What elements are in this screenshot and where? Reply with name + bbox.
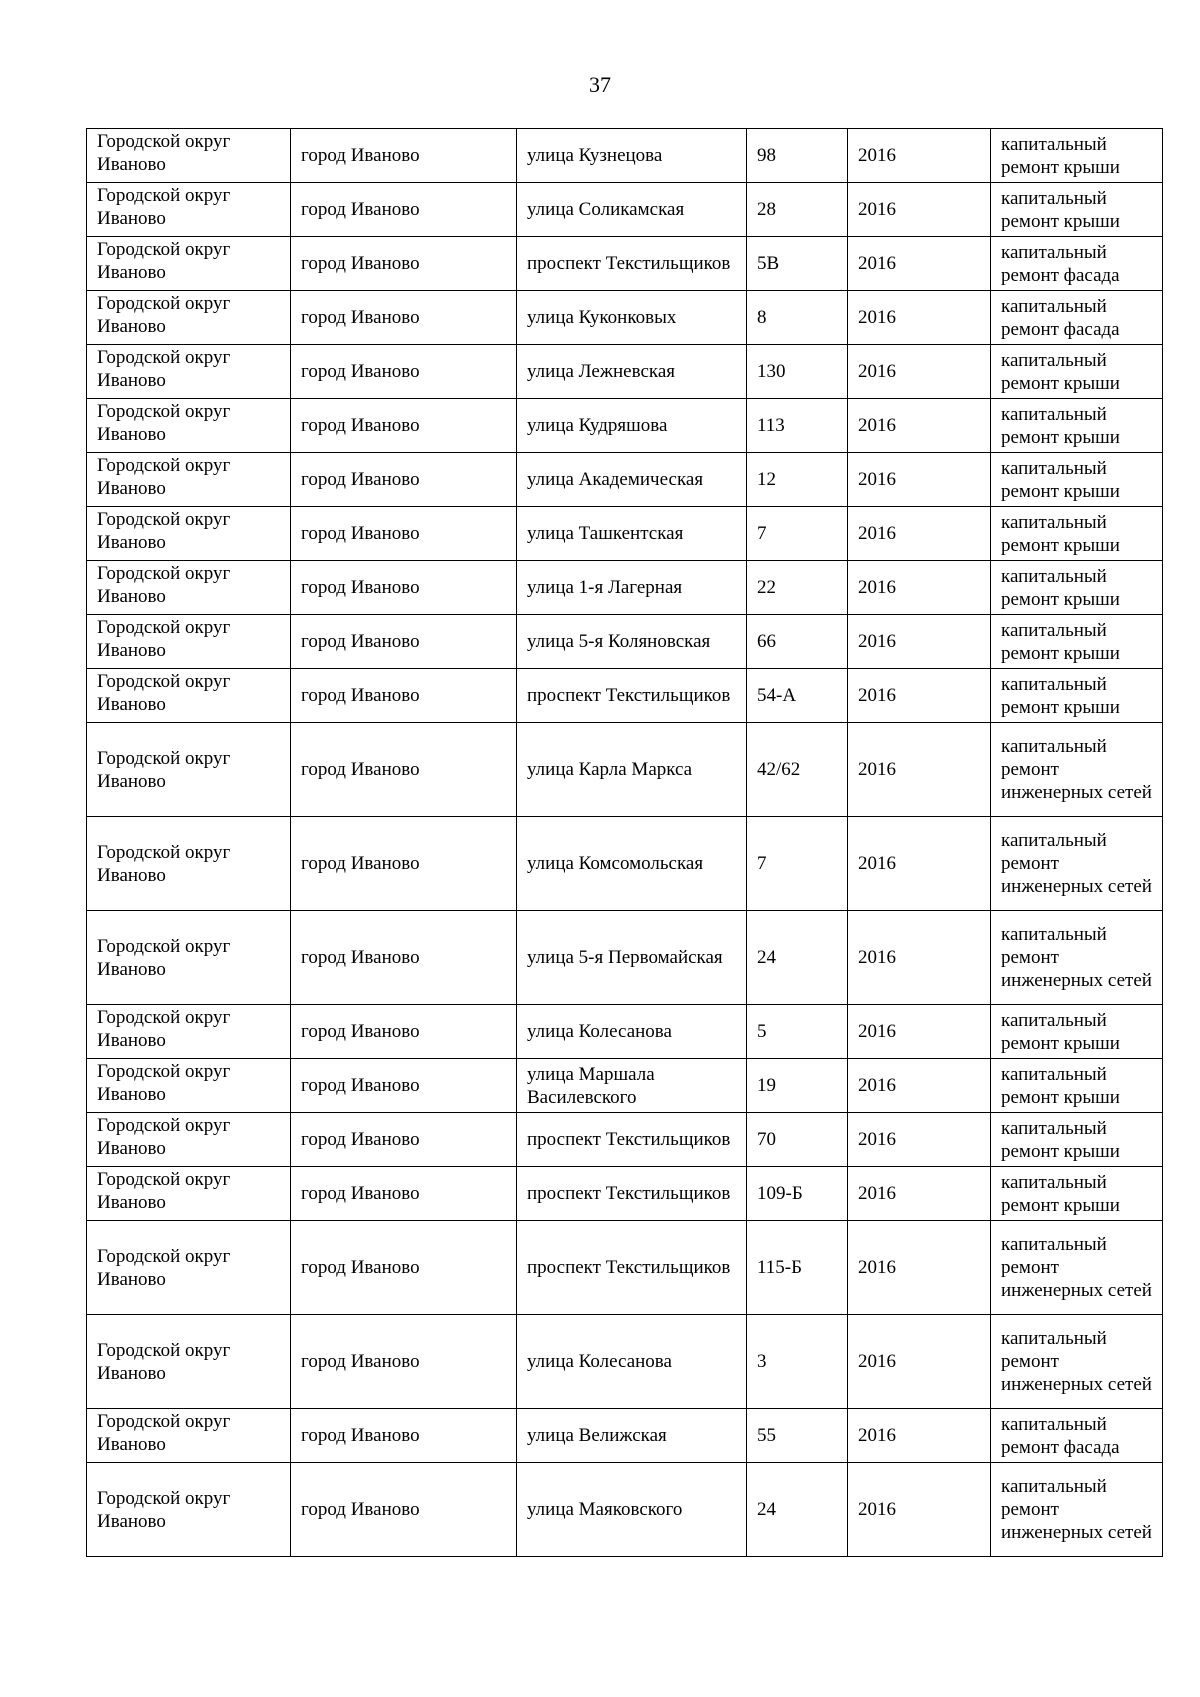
- district-cell: Городской округ Иваново: [87, 615, 291, 669]
- work-type-cell: капитальный ремонт фасада: [991, 1409, 1163, 1463]
- table-row: [87, 237, 1163, 291]
- district-cell: Городской округ Иваново: [87, 1463, 291, 1557]
- work-type-cell: капитальный ремонт крыши: [991, 561, 1163, 615]
- year-cell: 2016: [848, 1113, 991, 1167]
- city-cell: город Иваново: [291, 291, 517, 345]
- street-cell: улица Велижская: [517, 1409, 747, 1463]
- table-row: [87, 1315, 1163, 1409]
- city-cell: город Иваново: [291, 723, 517, 817]
- work-type-cell: капитальный ремонт крыши: [991, 399, 1163, 453]
- street-cell: проспект Текстильщиков: [517, 1113, 747, 1167]
- city-cell: город Иваново: [291, 1315, 517, 1409]
- year-cell: 2016: [848, 345, 991, 399]
- house-number-cell: 5: [747, 1005, 848, 1059]
- district-cell: Городской округ Иваново: [87, 183, 291, 237]
- work-type-cell: капитальный ремонт крыши: [991, 183, 1163, 237]
- street-cell: улица 5-я Коляновская: [517, 615, 747, 669]
- house-number-cell: 55: [747, 1409, 848, 1463]
- work-type-cell: капитальный ремонт крыши: [991, 129, 1163, 183]
- table-body: [87, 129, 1163, 1557]
- year-cell: 2016: [848, 1463, 991, 1557]
- district-cell: Городской округ Иваново: [87, 1005, 291, 1059]
- street-cell: проспект Текстильщиков: [517, 669, 747, 723]
- city-cell: город Иваново: [291, 1059, 517, 1113]
- table-row: [87, 1167, 1163, 1221]
- district-cell: Городской округ Иваново: [87, 237, 291, 291]
- house-number-cell: 42/62: [747, 723, 848, 817]
- city-cell: город Иваново: [291, 817, 517, 911]
- table-row: [87, 453, 1163, 507]
- work-type-cell: капитальный ремонт крыши: [991, 1059, 1163, 1113]
- table-row: [87, 615, 1163, 669]
- street-cell: проспект Текстильщиков: [517, 1167, 747, 1221]
- year-cell: 2016: [848, 1315, 991, 1409]
- table-row: [87, 507, 1163, 561]
- city-cell: город Иваново: [291, 129, 517, 183]
- city-cell: город Иваново: [291, 1113, 517, 1167]
- year-cell: 2016: [848, 911, 991, 1005]
- work-type-cell: капитальный ремонт фасада: [991, 237, 1163, 291]
- house-number-cell: 130: [747, 345, 848, 399]
- street-cell: улица Колесанова: [517, 1005, 747, 1059]
- work-type-cell: капитальный ремонт инженерных сетей: [991, 1315, 1163, 1409]
- work-type-cell: капитальный ремонт инженерных сетей: [991, 911, 1163, 1005]
- city-cell: город Иваново: [291, 1167, 517, 1221]
- house-number-cell: 109-Б: [747, 1167, 848, 1221]
- house-number-cell: 115-Б: [747, 1221, 848, 1315]
- table-row: [87, 561, 1163, 615]
- district-cell: Городской округ Иваново: [87, 669, 291, 723]
- year-cell: 2016: [848, 1167, 991, 1221]
- house-number-cell: 54-А: [747, 669, 848, 723]
- city-cell: город Иваново: [291, 1463, 517, 1557]
- house-number-cell: 5В: [747, 237, 848, 291]
- city-cell: город Иваново: [291, 183, 517, 237]
- district-cell: Городской округ Иваново: [87, 453, 291, 507]
- year-cell: 2016: [848, 1221, 991, 1315]
- table-row: [87, 291, 1163, 345]
- street-cell: улица Маршала Василевского: [517, 1059, 747, 1113]
- city-cell: город Иваново: [291, 615, 517, 669]
- house-number-cell: 70: [747, 1113, 848, 1167]
- work-type-cell: капитальный ремонт инженерных сетей: [991, 723, 1163, 817]
- street-cell: проспект Текстильщиков: [517, 1221, 747, 1315]
- district-cell: Городской округ Иваново: [87, 1315, 291, 1409]
- city-cell: город Иваново: [291, 669, 517, 723]
- district-cell: Городской округ Иваново: [87, 507, 291, 561]
- street-cell: улица Маяковского: [517, 1463, 747, 1557]
- house-number-cell: 3: [747, 1315, 848, 1409]
- year-cell: 2016: [848, 1059, 991, 1113]
- district-cell: Городской округ Иваново: [87, 129, 291, 183]
- table-row: [87, 911, 1163, 1005]
- table-row: [87, 1113, 1163, 1167]
- city-cell: город Иваново: [291, 507, 517, 561]
- work-type-cell: капитальный ремонт крыши: [991, 345, 1163, 399]
- district-cell: Городской округ Иваново: [87, 291, 291, 345]
- district-cell: Городской округ Иваново: [87, 561, 291, 615]
- district-cell: Городской округ Иваново: [87, 399, 291, 453]
- year-cell: 2016: [848, 669, 991, 723]
- table-row: [87, 1463, 1163, 1557]
- street-cell: улица 1-я Лагерная: [517, 561, 747, 615]
- street-cell: улица Лежневская: [517, 345, 747, 399]
- district-cell: Городской округ Иваново: [87, 1167, 291, 1221]
- work-type-cell: капитальный ремонт фасада: [991, 291, 1163, 345]
- work-type-cell: капитальный ремонт крыши: [991, 669, 1163, 723]
- work-type-cell: капитальный ремонт инженерных сетей: [991, 817, 1163, 911]
- house-number-cell: 113: [747, 399, 848, 453]
- city-cell: город Иваново: [291, 1409, 517, 1463]
- city-cell: город Иваново: [291, 561, 517, 615]
- year-cell: 2016: [848, 399, 991, 453]
- district-cell: Городской округ Иваново: [87, 911, 291, 1005]
- street-cell: улица Соликамская: [517, 183, 747, 237]
- house-number-cell: 7: [747, 507, 848, 561]
- city-cell: город Иваново: [291, 1221, 517, 1315]
- table-row: [87, 399, 1163, 453]
- district-cell: Городской округ Иваново: [87, 1409, 291, 1463]
- street-cell: улица Колесанова: [517, 1315, 747, 1409]
- year-cell: 2016: [848, 1409, 991, 1463]
- table-row: [87, 129, 1163, 183]
- year-cell: 2016: [848, 237, 991, 291]
- district-cell: Городской округ Иваново: [87, 1221, 291, 1315]
- street-cell: улица Куконковых: [517, 291, 747, 345]
- table-row: [87, 1059, 1163, 1113]
- city-cell: город Иваново: [291, 911, 517, 1005]
- year-cell: 2016: [848, 615, 991, 669]
- work-type-cell: капитальный ремонт инженерных сетей: [991, 1463, 1163, 1557]
- table-row: [87, 183, 1163, 237]
- street-cell: улица Кузнецова: [517, 129, 747, 183]
- year-cell: 2016: [848, 507, 991, 561]
- house-number-cell: 8: [747, 291, 848, 345]
- street-cell: улица Комсомольская: [517, 817, 747, 911]
- street-cell: улица Ташкентская: [517, 507, 747, 561]
- work-type-cell: капитальный ремонт крыши: [991, 615, 1163, 669]
- district-cell: Городской округ Иваново: [87, 1059, 291, 1113]
- house-number-cell: 28: [747, 183, 848, 237]
- table-row: [87, 1409, 1163, 1463]
- year-cell: 2016: [848, 561, 991, 615]
- table-row: [87, 669, 1163, 723]
- district-cell: Городской округ Иваново: [87, 723, 291, 817]
- repair-registry-table: [86, 128, 1163, 1557]
- district-cell: Городской округ Иваново: [87, 817, 291, 911]
- city-cell: город Иваново: [291, 399, 517, 453]
- year-cell: 2016: [848, 291, 991, 345]
- work-type-cell: капитальный ремонт крыши: [991, 507, 1163, 561]
- page-number: 37: [589, 72, 611, 97]
- work-type-cell: капитальный ремонт крыши: [991, 453, 1163, 507]
- year-cell: 2016: [848, 1005, 991, 1059]
- year-cell: 2016: [848, 453, 991, 507]
- work-type-cell: капитальный ремонт инженерных сетей: [991, 1221, 1163, 1315]
- table-row: [87, 723, 1163, 817]
- year-cell: 2016: [848, 817, 991, 911]
- year-cell: 2016: [848, 183, 991, 237]
- table-row: [87, 345, 1163, 399]
- house-number-cell: 98: [747, 129, 848, 183]
- street-cell: улица Академическая: [517, 453, 747, 507]
- table-row: [87, 817, 1163, 911]
- house-number-cell: 24: [747, 911, 848, 1005]
- street-cell: улица Карла Маркса: [517, 723, 747, 817]
- district-cell: Городской округ Иваново: [87, 1113, 291, 1167]
- district-cell: Городской округ Иваново: [87, 345, 291, 399]
- table-row: [87, 1221, 1163, 1315]
- street-cell: улица Кудряшова: [517, 399, 747, 453]
- work-type-cell: капитальный ремонт крыши: [991, 1167, 1163, 1221]
- city-cell: город Иваново: [291, 453, 517, 507]
- street-cell: проспект Текстильщиков: [517, 237, 747, 291]
- table-row: [87, 1005, 1163, 1059]
- street-cell: улица 5-я Первомайская: [517, 911, 747, 1005]
- city-cell: город Иваново: [291, 237, 517, 291]
- city-cell: город Иваново: [291, 345, 517, 399]
- city-cell: город Иваново: [291, 1005, 517, 1059]
- house-number-cell: 19: [747, 1059, 848, 1113]
- work-type-cell: капитальный ремонт крыши: [991, 1005, 1163, 1059]
- house-number-cell: 66: [747, 615, 848, 669]
- work-type-cell: капитальный ремонт крыши: [991, 1113, 1163, 1167]
- house-number-cell: 24: [747, 1463, 848, 1557]
- house-number-cell: 7: [747, 817, 848, 911]
- year-cell: 2016: [848, 129, 991, 183]
- house-number-cell: 22: [747, 561, 848, 615]
- house-number-cell: 12: [747, 453, 848, 507]
- year-cell: 2016: [848, 723, 991, 817]
